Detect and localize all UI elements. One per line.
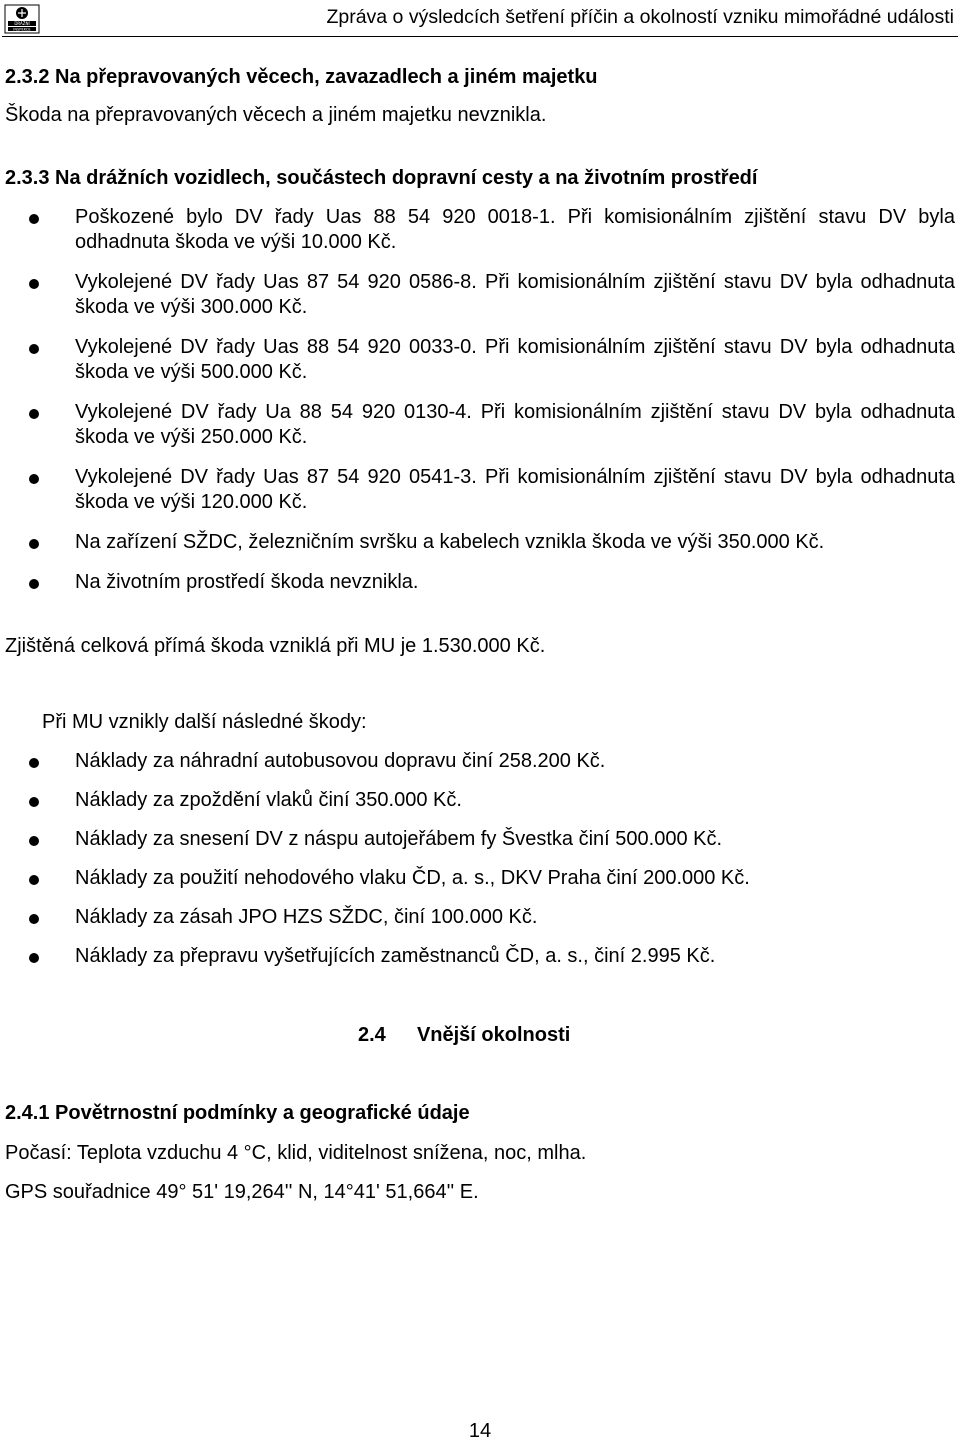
list-item: Náklady za použití nehodového vlaku ČD, a. s., DKV Praha činí 200.000 Kč. (5, 866, 955, 891)
section-2-3-2-text: Škoda na přepravovaných věcech a jiném majetku nevznikla. (5, 104, 547, 126)
list-item: Vykolejené DV řady Ua 88 54 920 0130-4. Při komisionálním zjištění stavu DV byla odhadnuta škoda ve výši 250.000 Kč. (5, 400, 955, 450)
section-2-3-3-heading (5, 167, 957, 190)
drazni-inspekce-logo (4, 4, 40, 34)
section-number: 2.3.2 (5, 66, 50, 88)
page-header (0, 0, 960, 38)
list-item: Náklady za zpoždění vlaků činí 350.000 Kč. (5, 788, 955, 813)
section-title: Vnější okolnosti (416, 1024, 571, 1046)
list-item: Vykolejené DV řady Uas 87 54 920 0541-3. Při komisionálním zjištění stavu DV byla odhadnuta škoda ve výši 120.000 Kč. (5, 465, 955, 515)
list-item: Náklady za náhradní autobusovou dopravu činí 258.200 Kč. (5, 749, 955, 774)
gps-text: GPS souřadnice 49° 51' 19,264'' N, 14°41' 51,664'' E. (5, 1181, 479, 1203)
section-title: Na přepravovaných věcech, zavazadlech a jiném majetku (55, 66, 598, 88)
bullet-icon (29, 214, 39, 224)
bullet-icon (29, 836, 39, 846)
bullet-icon (29, 344, 39, 354)
section-number: 2.4.1 (5, 1102, 50, 1124)
followup-intro: Při MU vznikly další následné škody: (42, 711, 367, 733)
total-damage-text: Zjištěná celková přímá škoda vzniklá při MU je 1.530.000 Kč. (5, 635, 546, 657)
page-number: 14 (468, 1420, 492, 1442)
bullet-icon (29, 539, 39, 549)
list-item: Na životním prostředí škoda nevznikla. (5, 570, 955, 595)
followup-list (5, 749, 955, 969)
bullet-icon (29, 579, 39, 589)
damage-list (5, 205, 955, 595)
bullet-icon (29, 758, 39, 768)
bullet-icon (29, 875, 39, 885)
bullet-icon (29, 279, 39, 289)
header-divider (2, 36, 958, 37)
section-number: 2.3.3 (5, 167, 50, 189)
section-2-3-2-heading (5, 66, 957, 89)
list-item: Na zařízení SŽDC, železničním svršku a kabelech vznikla škoda ve výši 350.000 Kč. (5, 530, 955, 555)
svg-text:DRÁŽNÍ: DRÁŽNÍ (14, 21, 30, 26)
bullet-icon (29, 474, 39, 484)
header-title: Zpráva o výsledcích šetření příčin a okolností vzniku mimořádné události (326, 6, 954, 28)
list-item: Poškozené bylo DV řady Uas 88 54 920 0018-1. Při komisionálním zjištění stavu DV byla odhadnuta škoda ve výši 10.000 Kč. (5, 205, 955, 255)
bullet-icon (29, 953, 39, 963)
list-item: Náklady za snesení DV z náspu autojeřábem fy Švestka činí 500.000 Kč. (5, 827, 955, 852)
list-item: Vykolejené DV řady Uas 87 54 920 0586-8. Při komisionálním zjištění stavu DV byla odhadnuta škoda ve výši 300.000 Kč. (5, 270, 955, 320)
section-2-4-heading (358, 1024, 570, 1047)
section-number: 2.4 (358, 1024, 386, 1046)
list-item: Vykolejené DV řady Uas 88 54 920 0033-0. Při komisionálním zjištění stavu DV byla odhadnuta škoda ve výši 500.000 Kč. (5, 335, 955, 385)
section-2-4-1-heading (5, 1102, 957, 1125)
bullet-icon (29, 409, 39, 419)
svg-text:INSPEKCE: INSPEKCE (13, 27, 31, 32)
section-title: Povětrnostní podmínky a geografické údaje (55, 1102, 470, 1124)
list-item: Náklady za přepravu vyšetřujících zaměstnanců ČD, a. s., činí 2.995 Kč. (5, 944, 955, 969)
section-title: Na drážních vozidlech, součástech dopravní cesty a na životním prostředí (55, 167, 758, 189)
bullet-icon (29, 797, 39, 807)
weather-text: Počasí: Teplota vzduchu 4 °C, klid, viditelnost snížena, noc, mlha. (5, 1142, 587, 1164)
list-item: Náklady za zásah JPO HZS SŽDC, činí 100.000 Kč. (5, 905, 955, 930)
bullet-icon (29, 914, 39, 924)
